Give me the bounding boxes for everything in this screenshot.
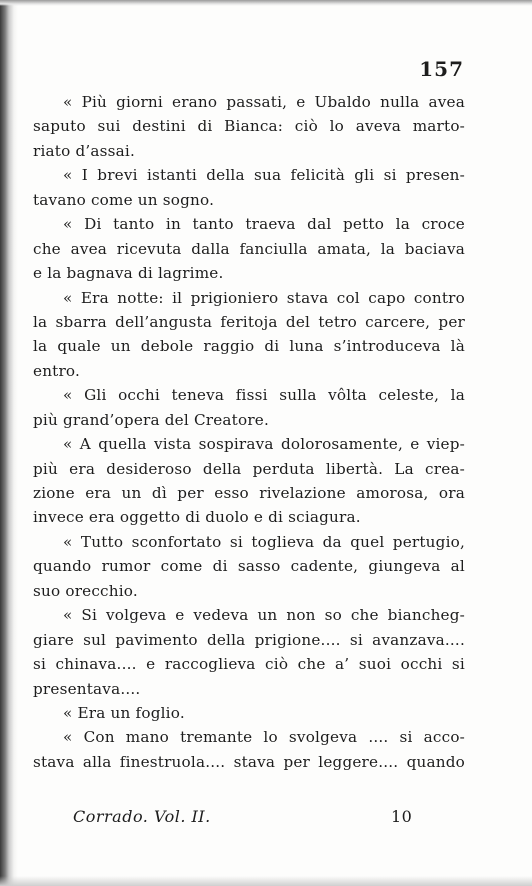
text-line: e la bagnava di lagrime. <box>33 264 224 283</box>
text-line: zione era un dì per esso rivelazione amorosa, ora <box>33 484 465 502</box>
text-line: « Gli occhi teneva fissi sulla vôlta celeste, la <box>63 386 465 405</box>
text-line: più era desideroso della perduta libertà. La crea- <box>33 459 465 478</box>
signature-number: 10 <box>391 807 413 826</box>
text-line: presentava.... <box>33 679 141 698</box>
text-line: si chinava.... e raccoglieva ciò che a’ suoi occhi si <box>33 655 465 674</box>
text-line: « Tutto sconfortato si toglieva da quel pertugio, <box>63 532 465 551</box>
text-line: « Era notte: il prigioniero stava col capo contro <box>63 288 465 307</box>
page-number: 157 <box>419 57 464 81</box>
text-line: che avea ricevuta dalla fanciulla amata, la baciava <box>33 239 465 258</box>
page-footer <box>73 807 433 829</box>
text-line: « I brevi istanti della sua felicità gli si presen- <box>63 166 465 185</box>
text-line: quando rumor come di sasso cadente, giungeva al <box>33 557 465 576</box>
paragraph <box>33 90 465 163</box>
page-bottom-edge <box>0 876 532 886</box>
text-line: giare sul pavimento della prigione.... si avanzava.... <box>33 630 465 649</box>
text-line: stava alla finestruola.... stava per leggere.... quando <box>33 752 465 771</box>
paragraph <box>33 432 465 530</box>
text-line: « Più giorni erano passati, e Ubaldo nulla avea <box>63 93 465 111</box>
paragraph <box>33 383 465 432</box>
text-line: « Si volgeva e vedeva un non so che biancheg- <box>63 606 465 625</box>
paragraph <box>33 701 465 725</box>
text-line: riato d’assai. <box>33 141 135 160</box>
paragraph <box>33 603 465 701</box>
text-line: invece era oggetto di duolo e di sciagura. <box>33 508 361 527</box>
text-line: più grand’opera del Creatore. <box>33 410 269 429</box>
text-line: tavano come un sogno. <box>33 190 215 209</box>
page-top-edge <box>0 0 532 6</box>
printer-signature: Corrado. Vol. II. <box>73 807 211 826</box>
text-line: « Era un foglio. <box>63 703 185 722</box>
text-line: « A quella vista sospirava dolorosamente, e viep- <box>63 435 465 454</box>
text-line: la sbarra dell’angusta feritoja del tetro carcere, per <box>33 312 465 331</box>
paragraph <box>33 212 465 285</box>
text-line: saputo sui destini di Bianca: ciò lo aveva marto- <box>33 117 465 136</box>
text-line: la quale un debole raggio di luna s’introduceva là <box>33 337 465 356</box>
paragraph <box>33 725 465 774</box>
paragraph <box>33 530 465 603</box>
text-line: suo orecchio. <box>33 581 138 600</box>
text-line: « Con mano tremante lo svolgeva .... si acco- <box>63 728 465 747</box>
text-line: « Di tanto in tanto traeva dal petto la croce <box>63 215 465 234</box>
paragraph <box>33 163 465 212</box>
paragraph <box>33 286 465 384</box>
page-body-text <box>33 90 465 774</box>
page-binding-shadow <box>0 0 18 886</box>
text-line: entro. <box>33 361 81 380</box>
